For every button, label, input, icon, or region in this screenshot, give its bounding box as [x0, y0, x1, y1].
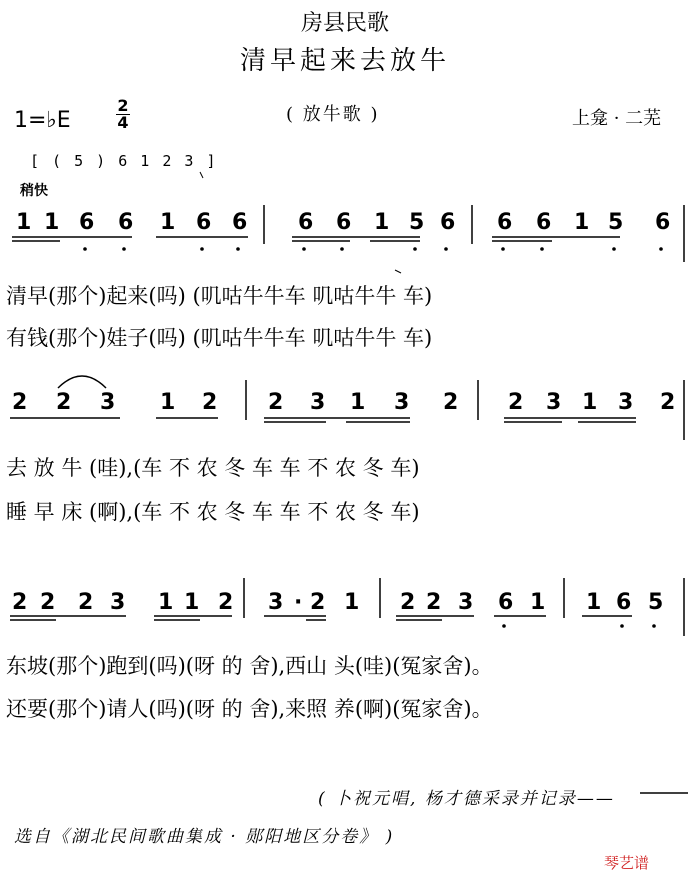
note: 1	[350, 390, 366, 415]
note: 6	[336, 210, 352, 235]
octave-dot	[200, 247, 204, 251]
note: 2	[12, 390, 28, 415]
note: 1	[374, 210, 390, 235]
note: 2	[443, 390, 459, 415]
note: 2	[56, 390, 72, 415]
octave-dot	[501, 247, 505, 251]
note: 1	[586, 590, 602, 615]
note: 3	[458, 590, 474, 615]
note: 1	[44, 210, 60, 235]
note: 1	[160, 210, 176, 235]
note: 6	[616, 590, 632, 615]
note: 1	[16, 210, 32, 235]
octave-dot	[540, 247, 544, 251]
time-denominator: 4	[117, 113, 129, 132]
note: 6	[232, 210, 248, 235]
octave-dot	[413, 247, 417, 251]
octave-dot	[83, 247, 87, 251]
note: 6	[536, 210, 552, 235]
octave-dot	[236, 247, 240, 251]
note: 6	[298, 210, 314, 235]
note: 2	[40, 590, 56, 615]
watermark-logo: 琴艺谱	[604, 854, 650, 872]
note: 1	[184, 590, 200, 615]
source-line: 选自《湖北民间歌曲集成 · 郧阳地区分卷》 )	[14, 827, 395, 847]
note: 6	[196, 210, 212, 235]
octave-dot	[340, 247, 344, 251]
octave-dot	[502, 624, 506, 628]
note: 6	[497, 210, 513, 235]
tempo-marking: 稍快	[20, 183, 48, 199]
note: 3	[618, 390, 634, 415]
octave-dot	[122, 247, 126, 251]
note: 1	[158, 590, 174, 615]
intro-notes: [ ( 5 ) 6 1 2 3 ]	[30, 152, 218, 170]
note: ·	[294, 590, 303, 615]
note: 5	[608, 210, 624, 235]
note: 3	[310, 390, 326, 415]
lyric-line: 清早(那个)起来(吗) (叽咕牛牛车 叽咕牛牛 车)	[6, 284, 433, 308]
octave-dot	[659, 247, 663, 251]
octave-dot	[620, 624, 624, 628]
note: 6	[118, 210, 134, 235]
note: 3	[268, 590, 284, 615]
note: 2	[12, 590, 28, 615]
octave-dot	[444, 247, 448, 251]
note: 2	[78, 590, 94, 615]
octave-dot	[652, 624, 656, 628]
time-numerator: 2	[117, 96, 129, 115]
note: 2	[508, 390, 524, 415]
note: 5	[409, 210, 425, 235]
note: 3	[100, 390, 116, 415]
song-subtitle: ( 放牛歌 )	[286, 104, 380, 125]
song-title: 清早起来去放牛	[239, 46, 450, 76]
lyric-line: 有钱(那个)娃子(吗) (叽咕牛牛车 叽咕牛牛 车)	[6, 326, 433, 350]
note: 2	[400, 590, 416, 615]
lyric-line: 去 放 牛 (哇),(车 不 农 冬 车 车 不 农 冬 车)	[6, 456, 420, 480]
note: 2	[310, 590, 326, 615]
note: 3	[546, 390, 562, 415]
note: 1	[582, 390, 598, 415]
note: 2	[426, 590, 442, 615]
note: 2	[202, 390, 218, 415]
key-signature: 1=♭E	[14, 108, 71, 133]
lyric-line: 还要(那个)请人(吗)(呀 的 舍),来照 养(啊)(冤家舍)。	[6, 697, 493, 721]
note: 6	[440, 210, 456, 235]
credit-line: ( 卜祝元唱, 杨才德采录并记录——	[318, 789, 615, 809]
song-region: 上龛 · 二芜	[572, 108, 662, 129]
note: 2	[218, 590, 234, 615]
note: 1	[530, 590, 546, 615]
note: 3	[394, 390, 410, 415]
note: 1	[160, 390, 176, 415]
note: 6	[79, 210, 95, 235]
note: 5	[648, 590, 664, 615]
octave-dot	[302, 247, 306, 251]
tick-mark	[200, 172, 203, 178]
tie-arc	[58, 376, 106, 388]
note: 1	[344, 590, 360, 615]
tick-mark	[395, 270, 401, 273]
lyric-line: 东坡(那个)跑到(吗)(呀 的 舍),西山 头(哇)(冤家舍)。	[6, 654, 493, 678]
octave-dot	[612, 247, 616, 251]
lyric-line: 睡 早 床 (啊),(车 不 农 冬 车 车 不 农 冬 车)	[6, 500, 420, 524]
note: 6	[498, 590, 514, 615]
collection-title: 房县民歌	[300, 11, 389, 36]
note: 2	[268, 390, 284, 415]
note: 6	[655, 210, 671, 235]
note: 2	[660, 390, 676, 415]
note: 1	[574, 210, 590, 235]
note: 3	[110, 590, 126, 615]
